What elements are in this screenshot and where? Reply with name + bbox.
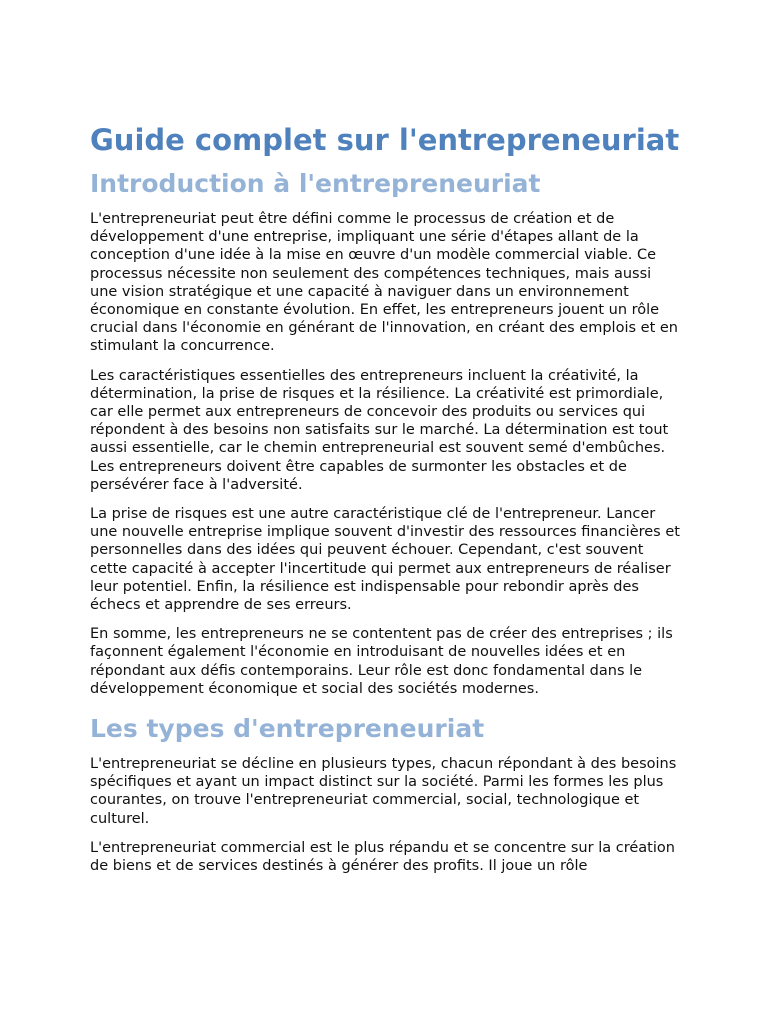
document-page [90, 122, 680, 886]
paragraph: L'entrepreneuriat se décline en plusieurs types, chacun répondant à des besoins spécifiques et ayant un impact distinct sur la société. Parmi les formes les plus courantes, on trouve l'entrepreneuriat commercial, social, technologique et culturel. [90, 756, 677, 827]
paragraph: L'entrepreneuriat commercial est le plus répandu et se concentre sur la création de biens et de services destinés à générer des profits. Il joue un rôle [90, 839, 675, 875]
section-introduction [90, 168, 680, 698]
paragraph: Les caractéristiques essentielles des entrepreneurs incluent la créativité, la détermination, la prise de risques et la résilience. La créativité est primordiale, car elle permet aux entrepreneurs de concevoir des produits ou services qui répondent à des besoins non satisfaits sur le marché. La détermination est tout aussi essentielle, car le chemin entrepreneurial est souvent semé d'embûches. Les entrepreneurs doivent être capables de surmonter les obstacles et de persévérer face à l'adversité. [90, 367, 669, 493]
document-title: Guide complet sur l'entrepreneuriat [90, 123, 680, 157]
paragraph: L'entrepreneuriat peut être défini comme le processus de création et de développement d'une entreprise, impliquant une série d'étapes allant de la conception d'une idée à la mise en œuvre d'un modèle commercial viable. Ce processus nécessite non seulement des compétences techniques, mais aussi une vision stratégique et une capacité à naviguer dans un environnement économique en constante évolution. En effet, les entrepreneurs jouent un rôle crucial dans l'économie en générant de l'innovation, en créant des emplois et en stimulant la concurrence. [90, 211, 678, 355]
section-heading: Les types d'entrepreneuriat [90, 714, 485, 744]
paragraph: La prise de risques est une autre caractéristique clé de l'entrepreneur. Lancer une nouvelle entreprise implique souvent d'investir des ressources financières et personnelles dans des idées qui peuvent échouer. Cependant, c'est souvent cette capacité à accepter l'incertitude qui permet aux entrepreneurs de réaliser leur potentiel. Enfin, la résilience est indispensable pour rebondir après des échecs et apprendre de ses erreurs. [90, 506, 680, 614]
section-types [90, 713, 680, 875]
paragraph: En somme, les entrepreneurs ne se contentent pas de créer des entreprises ; ils façonnent également l'économie en introduisant de nouvelles idées et en répondant aux défis contemporains. Leur rôle est donc fondamental dans le développement économique et social des sociétés modernes. [90, 626, 673, 697]
section-heading: Introduction à l'entrepreneuriat [90, 169, 541, 198]
